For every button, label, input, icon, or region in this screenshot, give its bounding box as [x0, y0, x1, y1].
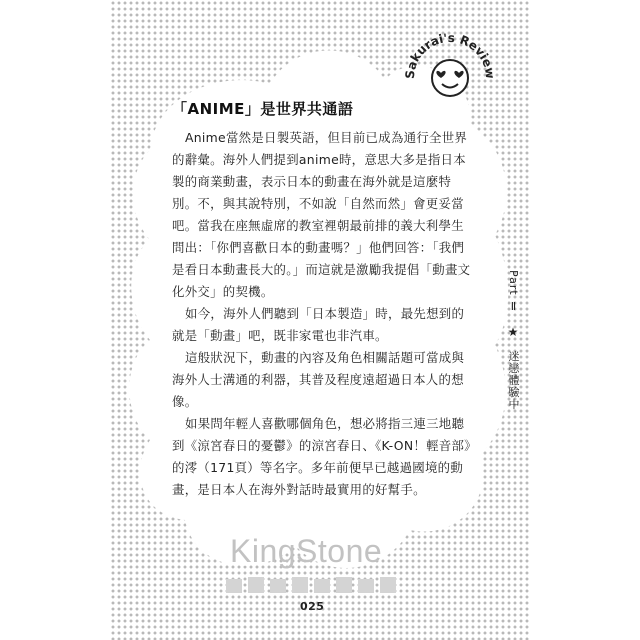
section-side-label	[505, 270, 521, 410]
paragraph: Anime當然是日製英語，但目前已成為通行全世界的辭彙。海外人們提到anime時，意思大多是指日本製的商業動畫，表示日本的動畫在海外就是這麼特別。不，與其說特別，不如說「自然而然」會更妥當吧。當我在座無虛席的教室裡朝最前排的義大利學生問出：「你們喜歡日本的動畫嗎？」他們回答：「我們是看日本動畫長大的。」而這就是激勵我提倡「動畫文化外交」的契機。	[172, 130, 471, 299]
badge-text: Sakurai's Review	[402, 30, 498, 80]
paragraph: 這般狀況下，動畫的內容及角色相關話題可當成與海外人士溝通的利器，其普及程度遠超過日本人的想像。	[172, 350, 465, 409]
paragraph: 如今，海外人們聽到「日本製造」時，最先想到的就是「動畫」吧，既非家電也非汽車。	[172, 306, 465, 343]
article-body	[172, 98, 472, 501]
page-number: 025	[300, 600, 325, 613]
watermark-logo-graphic	[226, 573, 426, 599]
kingstone-watermark: KingStone	[230, 533, 383, 569]
star-icon: ★	[506, 324, 520, 340]
part-label: Part Ⅱ	[507, 270, 520, 315]
smiley-heart-eyes-icon	[432, 60, 468, 96]
section-title: 迷戀體驗中	[507, 350, 520, 411]
article-heading: 「ANIME」是世界共通語	[172, 100, 354, 118]
paragraph: 如果問年輕人喜歡哪個角色，想必將指三連三地聽到《涼宮春日的憂鬱》的涼宮春日、《K-ON！輕音部》的澪（171頁）等名字。多年前便早已越過國境的動畫，是日本人在海外對話時最實用的好幫手。	[172, 416, 471, 497]
